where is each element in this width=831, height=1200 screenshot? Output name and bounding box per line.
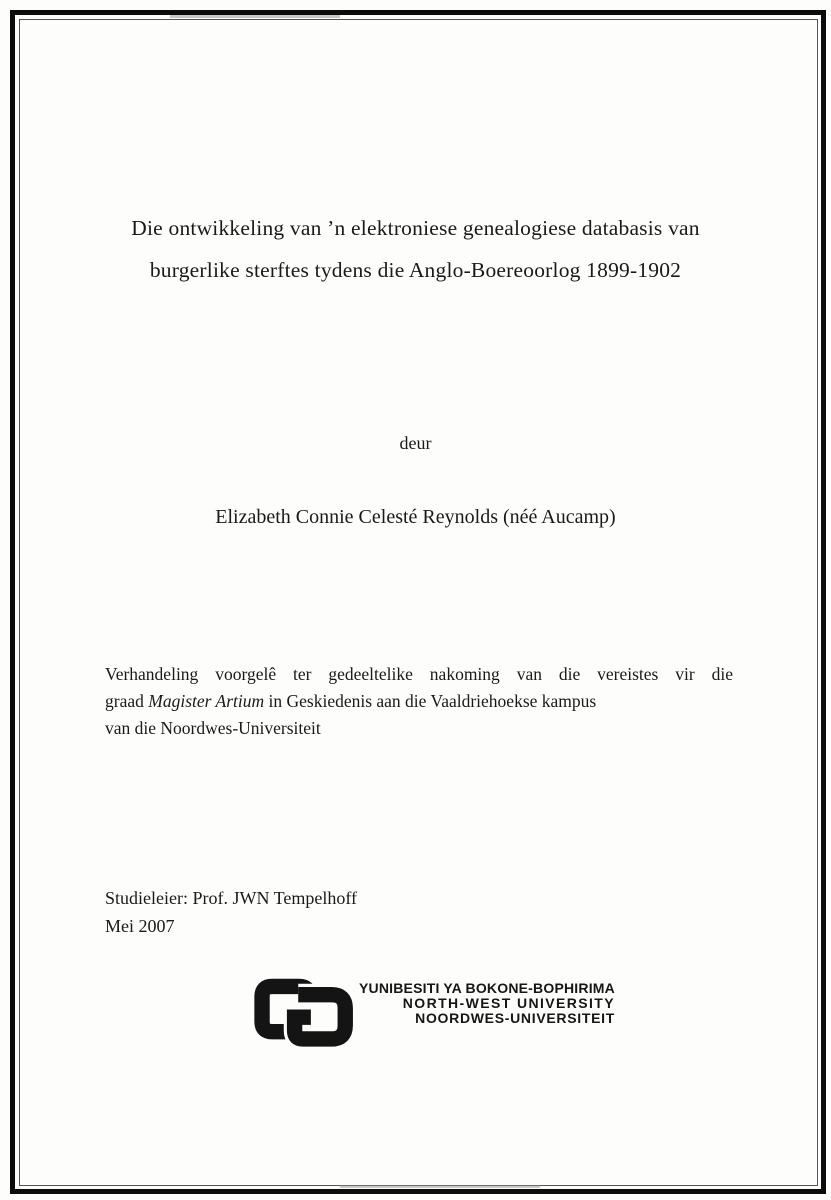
degree-statement-line3: van die Noordwes-Universiteit: [105, 718, 321, 738]
thesis-title: [60, 207, 771, 291]
author-name: Elizabeth Connie Celesté Reynolds (néé Aucamp): [215, 506, 616, 528]
thesis-title-line2: burgerlike sterftes tydens die Anglo-Boereoorlog 1899-1902: [149, 258, 682, 282]
supervisor-line: Studieleier: Prof. JWN Tempelhoff: [105, 888, 358, 908]
logo-text-afrikaans: NOORDWES-UNIVERSITEIT: [415, 1010, 615, 1026]
thesis-title-line1: Die ontwikkeling van ’n elektroniese genealogiese databasis van: [131, 216, 700, 240]
byline: deur: [399, 433, 432, 453]
degree-name: Magister Artium: [148, 691, 265, 711]
degree-statement-line2: [105, 688, 733, 715]
scan-artifact: [340, 1185, 540, 1188]
degree-statement-line2-prefix: graad: [105, 691, 149, 711]
degree-statement-line1: Verhandeling voorgelê ter gedeeltelike nakoming van die vereistes vir die: [105, 664, 733, 684]
logo-text-english: NORTH-WEST UNIVERSITY: [402, 995, 615, 1011]
university-logo: [253, 970, 615, 1050]
degree-statement: [105, 661, 733, 742]
date-line: Mei 2007: [105, 916, 175, 936]
university-logo-text: [359, 970, 615, 1026]
scan-artifact: [170, 15, 340, 18]
nwu-logo-mark: [253, 970, 357, 1050]
logo-text-setswana: YUNIBESITI YA BOKONE-BOPHIRIMA: [359, 980, 615, 996]
degree-statement-line2-suffix: in Geskiedenis aan die Vaaldriehoekse kampus: [264, 691, 597, 711]
supervisor-block: [105, 884, 357, 940]
